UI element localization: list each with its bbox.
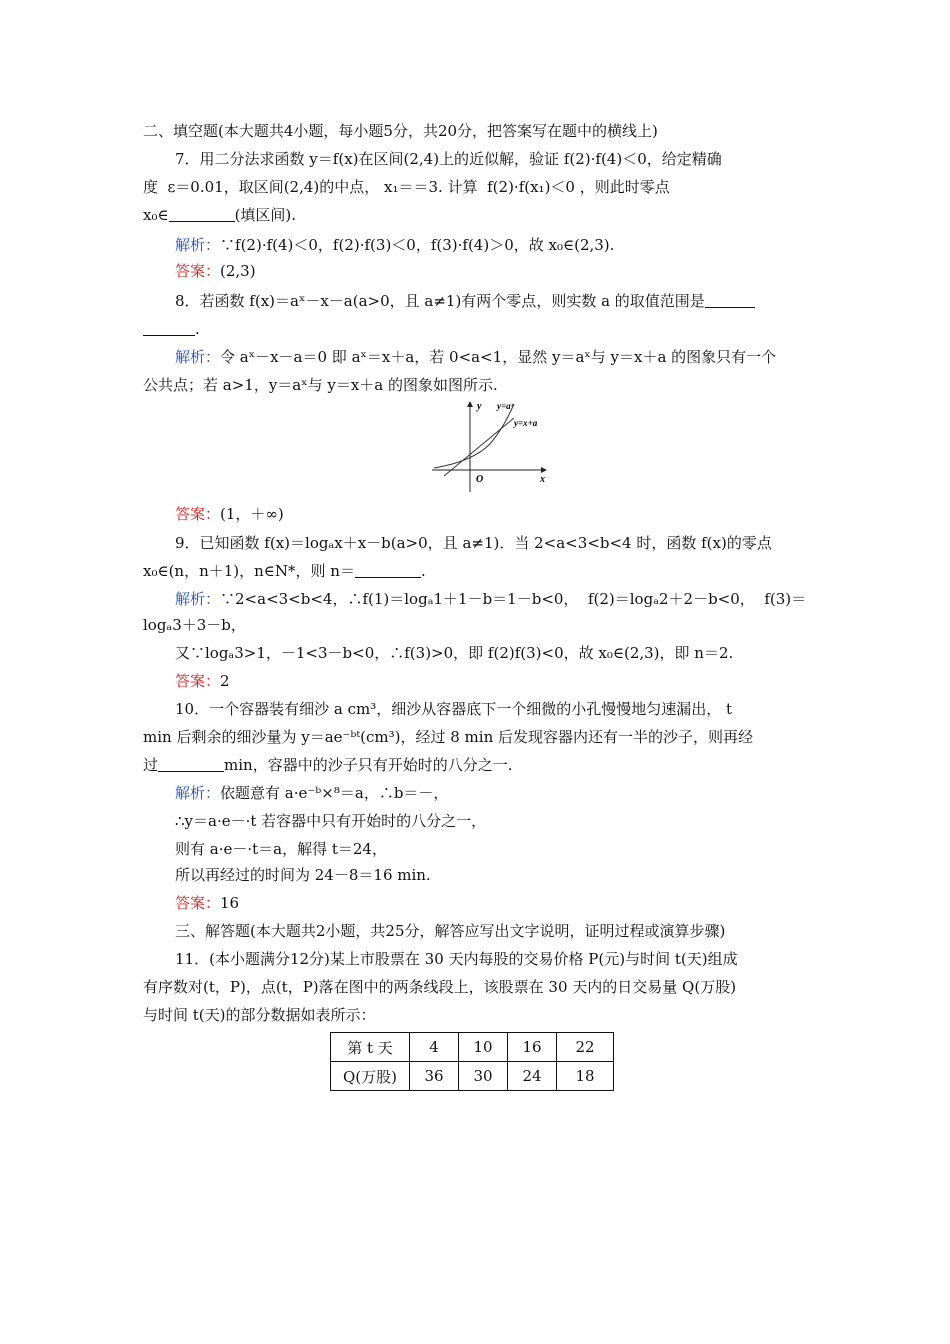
exp-curve-label: y=aˣ xyxy=(497,401,514,411)
table-cell: 22 xyxy=(557,1033,614,1062)
q8-analysis-2: 公共点；若 a>1，y＝aˣ与 y＝x＋a 的图象如图所示. xyxy=(143,376,498,394)
q7-line3-prefix: x₀∈ xyxy=(143,206,169,224)
answer-text: 16 xyxy=(220,894,240,912)
q9-line2-suffix: . xyxy=(420,562,426,580)
q10-line3 xyxy=(143,752,808,778)
q10-analysis-3: 则有 a·e－·t＝a，解得 t＝24， xyxy=(175,840,387,858)
q9-analysis-1 xyxy=(175,586,840,612)
q11-line1: 11．(本小题满分12分)某上市股票在 30 天内每股的交易价格 P(元)与时间 t(天)组成 xyxy=(175,950,738,968)
q7-answer xyxy=(175,258,840,284)
q9-line1: 9．已知函数 f(x)＝logₐx＋x－b(a>0，且 a≠1)．当 2<a<3<b<4 时，函数 f(x)的零点 xyxy=(175,534,772,552)
origin-label: O xyxy=(476,474,484,485)
analysis-label: 解析： xyxy=(175,590,221,608)
analysis-text: 令 aˣ－x－a＝0 即 aˣ＝x＋a，若 0<a<1，显然 y＝aˣ与 y＝x＋a 的图象只有一个 xyxy=(220,348,777,366)
q10-line3-suffix: min，容器中的沙子只有开始时的八分之一. xyxy=(224,756,513,774)
q7-line3-suffix: (填区间). xyxy=(234,206,297,224)
table-cell: 10 xyxy=(459,1033,508,1062)
q11-data-table xyxy=(330,1032,614,1091)
y-axis-label: y xyxy=(477,401,482,412)
answer-text: (2,3) xyxy=(220,262,256,280)
q9-answer xyxy=(175,668,840,694)
q7-answer-blank xyxy=(169,205,235,222)
q10-answer xyxy=(175,890,840,916)
q10-analysis-2: ∴y＝a·e－·t 若容器中只有开始时的八分之一， xyxy=(175,812,487,830)
q10-answer-blank xyxy=(158,755,224,772)
table-row xyxy=(331,1062,614,1091)
q8-function-graph xyxy=(428,398,553,496)
table-cell: 24 xyxy=(508,1062,557,1091)
q7-line1: 7．用二分法求函数 y＝f(x)在区间(2,4)上的近似解，验证 f(2)·f(4)＜0，给定精确 xyxy=(175,150,722,168)
table-header-cell: 第 t 天 xyxy=(331,1033,410,1062)
q11-line2: 有序数对(t，P)，点(t，P)落在图中的两条线段上，该股票在 30 天内的日交易量 Q(万股) xyxy=(143,978,737,996)
analysis-text: ∵f(2)·f(4)＜0，f(2)·f(3)＜0，f(3)·f(4)＞0，故 x₀∈(2,3). xyxy=(220,236,615,254)
table-cell: 16 xyxy=(508,1033,557,1062)
analysis-label: 解析： xyxy=(175,348,221,366)
q8-analysis-1 xyxy=(175,344,840,370)
q10-analysis-4: 所以再经过的时间为 24－8＝16 min. xyxy=(175,866,431,884)
exponential-curve xyxy=(434,404,514,468)
answer-label: 答案： xyxy=(175,672,221,690)
analysis-label: 解析： xyxy=(175,784,221,802)
q8-answer-blank-2 xyxy=(143,319,195,336)
q10-line1: 10．一个容器装有细沙 a cm³，细沙从容器底下一个细微的小孔慢慢地匀速漏出， t xyxy=(175,700,733,718)
q9-line2 xyxy=(143,558,808,584)
answer-label: 答案： xyxy=(175,505,221,523)
table-cell: 36 xyxy=(410,1062,459,1091)
q10-analysis-1 xyxy=(175,780,840,806)
section3-heading: 三、解答题(本大题共2小题，共25分，解答应写出文字说明，证明过程或演算步骤) xyxy=(175,922,726,940)
table-cell: 30 xyxy=(459,1062,508,1091)
q8-line2-suffix: . xyxy=(195,320,200,338)
x-axis-label: x xyxy=(540,474,545,485)
q10-line2: min 后剩余的细沙量为 y＝ae⁻ᵇᵗ(cm³)，经过 8 min 后发现容器内还有一半的沙子，则再经 xyxy=(143,728,754,746)
analysis-text: 依题意有 a·e⁻ᵇ×⁸＝a，∴b＝－， xyxy=(220,784,449,802)
analysis-label: 解析： xyxy=(175,236,221,254)
q8-line1-text: 8．若函数 f(x)＝aˣ－x－a(a>0，且 a≠1)有两个零点，则实数 a 的取值范围是 xyxy=(175,292,705,310)
answer-label: 答案： xyxy=(175,894,221,912)
q7-line2: 度 ε＝0.01，取区间(2,4)的中点， x₁＝＝3. 计算 f(2)·f(x₁)＜0 ，则此时零点 xyxy=(143,178,670,196)
linear-line xyxy=(444,418,514,476)
table-cell: 4 xyxy=(410,1033,459,1062)
q9-answer-blank xyxy=(355,561,421,578)
line-label: y=x+a xyxy=(514,418,538,428)
q8-line2 xyxy=(143,316,808,342)
q7-analysis xyxy=(175,232,840,258)
table-row xyxy=(331,1033,614,1062)
q9-analysis-3: 又∵logₐ3>1，－1<3－b<0，∴f(3)>0，即 f(2)f(3)<0，故 x₀∈(2,3)，即 n＝2. xyxy=(175,644,734,662)
section2-heading: 二、填空题(本大题共4小题，每小题5分，共20分，把答案写在题中的横线上) xyxy=(143,122,658,140)
answer-label: 答案： xyxy=(175,262,221,280)
analysis-text: ∵2<a<3<b<4，∴f(1)＝logₐ1＋1－b＝1－b<0， f(2)＝logₐ2＋2－b<0， f(3)＝ xyxy=(220,590,807,608)
answer-text: (1，＋∞) xyxy=(220,505,284,523)
q11-line3: 与时间 t(天)的部分数据如表所示： xyxy=(143,1006,376,1024)
table-cell: 18 xyxy=(557,1062,614,1091)
q10-line3-prefix: 过 xyxy=(143,756,159,774)
q8-answer xyxy=(175,501,840,527)
q8-answer-blank-1 xyxy=(705,291,755,308)
q8-line1 xyxy=(175,288,840,314)
q7-line3 xyxy=(143,202,808,228)
answer-text: 2 xyxy=(220,672,230,690)
q9-line2-prefix: x₀∈(n，n＋1)，n∈N*，则 n＝ xyxy=(143,562,355,580)
table-header-cell: Q(万股) xyxy=(331,1062,410,1091)
q9-analysis-2: logₐ3＋3－b， xyxy=(143,616,246,634)
